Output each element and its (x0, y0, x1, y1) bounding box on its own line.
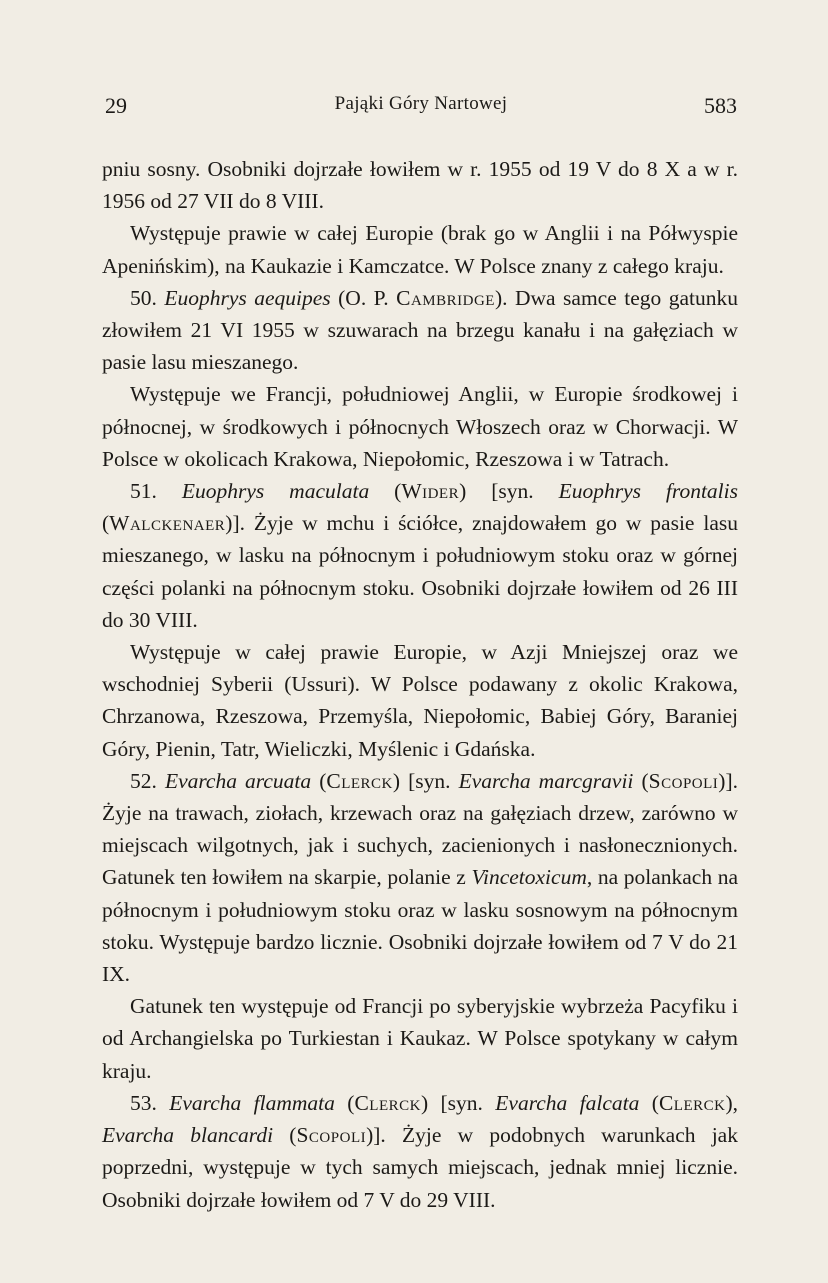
paragraph-continuation: pniu sosny. Osobniki dojrzałe łowiłem w r. 1955 od 19 V do 8 X a w r. 1956 od 27 VII do 8 VIII. (102, 157, 738, 214)
entry-number: 51. (130, 479, 157, 504)
text-fragment: ) [syn. (392, 768, 459, 793)
text-fragment: ( (334, 1090, 355, 1115)
author-name: Walckenaer (109, 511, 226, 536)
paragraph-distribution: Gatunek ten występuje od Francji po syberyjskie wybrzeża Pacyfiku i od Archangielska po Turkiestan i Kaukaz. W Polsce spotykany w całym kraju. (102, 994, 738, 1083)
text-fragment: ), (725, 1090, 738, 1115)
entry-text: ). Dwa samce tego gatunku złowiłem 21 VI 1955 w szuwarach na brzegu kanału i na gałęziach w pasie lasu mieszanego. (102, 285, 739, 375)
text-fragment: ( (102, 511, 110, 536)
entry-number: 53. (130, 1090, 157, 1115)
synonym-name: Evarcha falcata (495, 1090, 640, 1115)
entry-text: )]. Żyje w mchu i ściółce, znajdowałem go w pasie lasu mieszanego, w lasku na północnym i południowym stoku oraz w górnej części polanki na północnym stoku. Osobniki dojrzałe łowiłem od 26 III do 30 VIII. (102, 511, 738, 632)
entry-number: 52. (130, 768, 157, 793)
text-fragment: ) [syn. (459, 479, 559, 504)
paragraph-distribution: Występuje we Francji, południowej Anglii, w Europie środkowej i północnej, w środkowych i północnych Włoszech oraz w Chorwacji. W Polsce w okolicach Krakowa, Niepołomic, Rzeszowa i w Tatrach. (102, 382, 738, 471)
text-fragment: ( (639, 1090, 659, 1115)
running-title: Pająki Góry Nartowej (334, 93, 508, 114)
text-fragment: ( (633, 768, 649, 793)
entry-number: 50. (130, 285, 157, 310)
author-name: Wider (401, 479, 460, 504)
text-fragment: ) [syn. (420, 1090, 496, 1115)
species-name: Evarcha flammata (169, 1090, 335, 1115)
synonym-name: Euophrys frontalis (558, 479, 738, 504)
entry-text: , na polankach na północnym i południowym stoku oraz w lasku sosnowym na północnym stoku. Występuje bardzo licznie. Osobniki dojrzałe łowiłem od 7 V do 21 IX. (102, 865, 738, 987)
species-name: Evarcha arcuata (164, 768, 312, 793)
text-fragment: (O. P. (330, 285, 397, 310)
entry-text: )]. Żyje w podobnych warunkach jak poprzedni, występuje w tych samych miejscach, jednak mniej licznie. Osobniki dojrzałe łowiłem od 7 V do 29 VIII. (102, 1123, 738, 1212)
page-number-right: 583 (704, 93, 737, 118)
species-name: Euophrys aequipes (164, 285, 331, 310)
text-fragment: ( (273, 1123, 297, 1148)
author-name: Clerck (326, 768, 393, 793)
author-name: Scopoli (648, 768, 719, 793)
paragraph-distribution: Występuje prawie w całej Europie (brak go w Anglii i na Półwyspie Apenińskim), na Kaukazie i Kamczatce. W Polsce znany z całego kraju. (102, 221, 738, 278)
author-name: Clerck (354, 1090, 421, 1115)
synonym-name: Evarcha blancardi (102, 1123, 274, 1148)
species-entry-50 (102, 282, 738, 379)
paragraph-distribution: Występuje w całej prawie Europie, w Azji Mniejszej oraz we wschodniej Syberii (Ussuri). W Polsce podawany z okolic Krakowa, Chrzanowa, Rzeszowa, Przemyśla, Niepołomic, Babiej Góry, Baraniej Góry, Pienin, Tatr, Wieliczki, Myślenic i Gdańska. (102, 640, 738, 761)
text-fragment: ( (311, 768, 327, 793)
synonym-name: Evarcha marcgravii (458, 768, 634, 793)
species-entry-52 (102, 765, 738, 990)
author-name: Clerck (658, 1090, 726, 1115)
entry-text: )]. Żyje na trawach, ziołach, krzewach oraz na gałęziach drzew, zarówno w miejscach wilgotnych, jak i suchych, zacienionych i nasłonecznionych. Gatunek ten łowiłem na skarpie, polanie z (102, 768, 738, 890)
species-entry-51 (102, 475, 738, 636)
species-entry-53 (102, 1087, 738, 1216)
text-fragment: ( (369, 479, 402, 504)
species-name: Euophrys maculata (181, 479, 370, 504)
author-name: Cambridge (396, 285, 495, 310)
author-name: Scopoli (296, 1123, 367, 1148)
body-text (102, 153, 738, 1216)
page-number-left: 29 (105, 93, 127, 118)
plant-name: Vincetoxicum (471, 865, 587, 890)
